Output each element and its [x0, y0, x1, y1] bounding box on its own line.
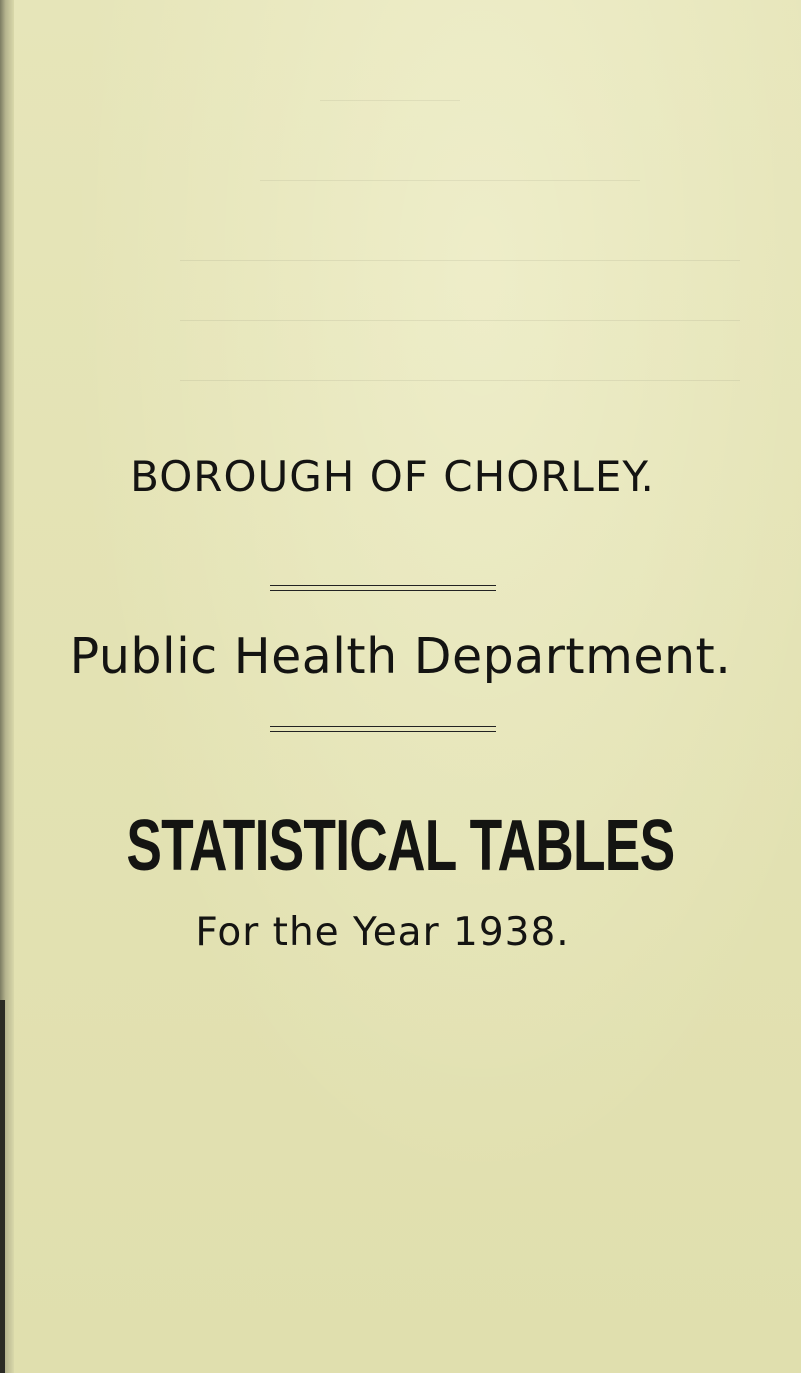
bleed-through-text [180, 60, 780, 440]
borough-title: BOROUGH OF CHORLEY. [130, 452, 655, 501]
department-title: Public Health Department. [69, 628, 732, 685]
year-subtitle: For the Year 1938. [195, 910, 570, 955]
double-rule-divider [270, 585, 496, 591]
main-title: STATISTICAL TABLES [126, 806, 675, 886]
page-spine-shadow [0, 1000, 5, 1373]
double-rule-divider [270, 726, 496, 732]
